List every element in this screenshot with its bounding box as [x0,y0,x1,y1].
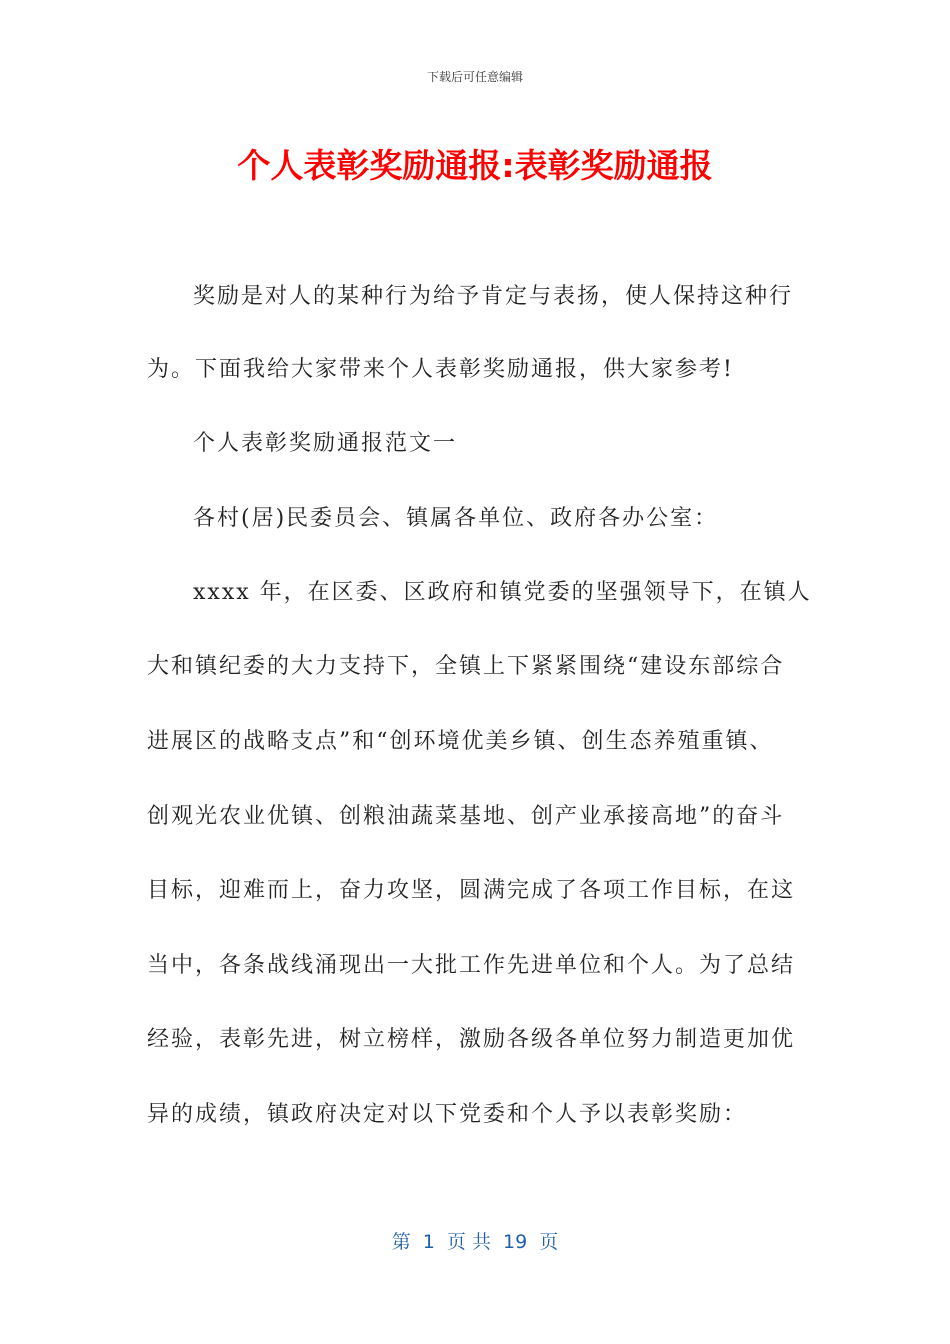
paragraph-line: 进展区的战略支点”和“创环境优美乡镇、创生态养殖重镇、 [147,729,774,754]
header-note: 下载后可任意编辑 [426,70,523,84]
salutation-line: 各村(居)民委员会、镇属各单位、政府各办公室： [193,506,719,531]
paragraph-line: 目标，迎难而上，奋力攻坚，圆满完成了各项工作目标，在这 [147,878,796,903]
paragraph-line: 创观光农业优镇、创粮油蔬菜基地、创产业承接高地”的奋斗 [147,804,785,829]
paragraph-line: 当中，各条战线涌现出一大批工作先进单位和个人。为了总结 [147,953,796,978]
page-number-footer: 第 1 页 共 19 页 [391,1231,559,1253]
paragraph-line: 异的成绩，镇政府决定对以下党委和个人予以表彰奖励： [147,1102,748,1127]
paragraph-line: 为。下面我给大家带来个人表彰奖励通报，供大家参考! [147,357,734,382]
paragraph-line: 奖励是对人的某种行为给予肯定与表扬，使人保持这种行 [193,284,794,309]
document-title: 个人表彰奖励通报:表彰奖励通报 [237,146,713,185]
paragraph-line: xxxx 年，在区委、区政府和镇党委的坚强领导下，在镇人 [193,580,812,605]
paragraph-line: 大和镇纪委的大力支持下，全镇上下紧紧围绕“建设东部综合 [147,654,785,679]
section-heading: 个人表彰奖励通报范文一 [193,431,458,456]
paragraph-line: 经验，表彰先进，树立榜样，激励各级各单位努力制造更加优 [147,1027,796,1052]
